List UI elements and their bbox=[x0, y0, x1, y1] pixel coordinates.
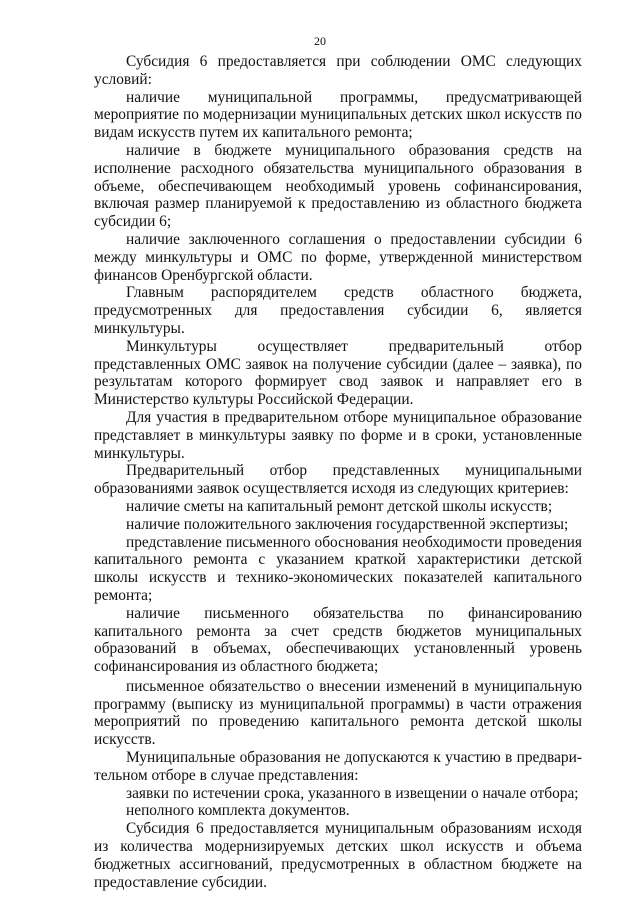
paragraph-4: наличие заключенного соглашения о предоставлении субсидии 6 между минкультуры и ОМС по форме, утвержденной министерством финансов Оренбургской области. bbox=[94, 230, 582, 284]
paragraph-2: наличие муниципальной программы, предусматривающей мероприятие по модернизации муниципальных детских школ искусств по видам искусств путем их капитального ремонта; bbox=[94, 88, 582, 142]
paragraph-17: Субсидия 6 предоставляется муниципальным образованиям исходя из количества модернизируемых детских школ искусств и объема бюджетных ассигнований, предусмотренных в областном бюджете на предоставление субсидии. bbox=[94, 820, 582, 891]
paragraph-15: заявки по истечении срока, указанного в извещении о начале отбора; bbox=[126, 784, 579, 802]
paragraph-16: неполного комплекта документов. bbox=[126, 802, 350, 820]
paragraph-10: наличие положительного заключения государственной экспертизы; bbox=[126, 515, 569, 533]
paragraph-5: Главным распорядителем средств областного бюджета, предусмотренных для предоставления субсидии 6, является минкультуры. bbox=[94, 284, 582, 337]
document-body bbox=[94, 53, 582, 891]
paragraph-8: Предварительный отбор представленных муниципальными образованиями заявок осуществляется исходя из следующих критериев: bbox=[94, 462, 582, 498]
paragraph-9: наличие сметы на капитальный ремонт детской школы искусств; bbox=[126, 497, 553, 515]
paragraph-1: Субсидия 6 предоставляется при соблюдении ОМС следующих условий: bbox=[94, 53, 582, 88]
paragraph-13: письменное обязательство о внесении изменений в муниципальную программу (выписку из муниципальной программы) в части отражения мероприятий по проведению капитального ремонта детской школы искусств. bbox=[94, 677, 582, 749]
paragraph-6: Минкультуры осуществляет предварительный отбор представленных ОМС заявок на получение субсидии (далее – заявка), по результатам которого формирует свод заявок и направляет его в Министерство культуры Российской Федерации. bbox=[94, 337, 582, 409]
paragraph-11: представление письменного обоснования необходимости проведения капитального ремонта с указанием краткой характеристики детской школы искусств и технико-экономических показателей капитального ремонта; bbox=[94, 533, 582, 604]
paragraph-12: наличие письменного обязательства по финансированию капитального ремонта за счет средств бюджетов муниципальных образований в объемах, обеспечивающих установленный уровень софинансирования из областного бюджета; bbox=[94, 604, 582, 676]
paragraph-3: наличие в бюджете муниципального образования средств на исполнение расходного обязательства муниципального образования в объеме, обеспечивающем необходимый уровень софинансирования, включая размер планируемой к предоставлению из областного бюджета субсидии 6; bbox=[94, 141, 582, 231]
paragraph-14: Муниципальные образования не допускаются к участию в предварительном отборе в случае представления: bbox=[94, 749, 582, 784]
page-number: 20 bbox=[314, 34, 326, 48]
paragraph-7: Для участия в предварительном отборе муниципальное образование представляет в минкультуры заявку по форме и в сроки, установленные минкультуры. bbox=[94, 408, 582, 462]
